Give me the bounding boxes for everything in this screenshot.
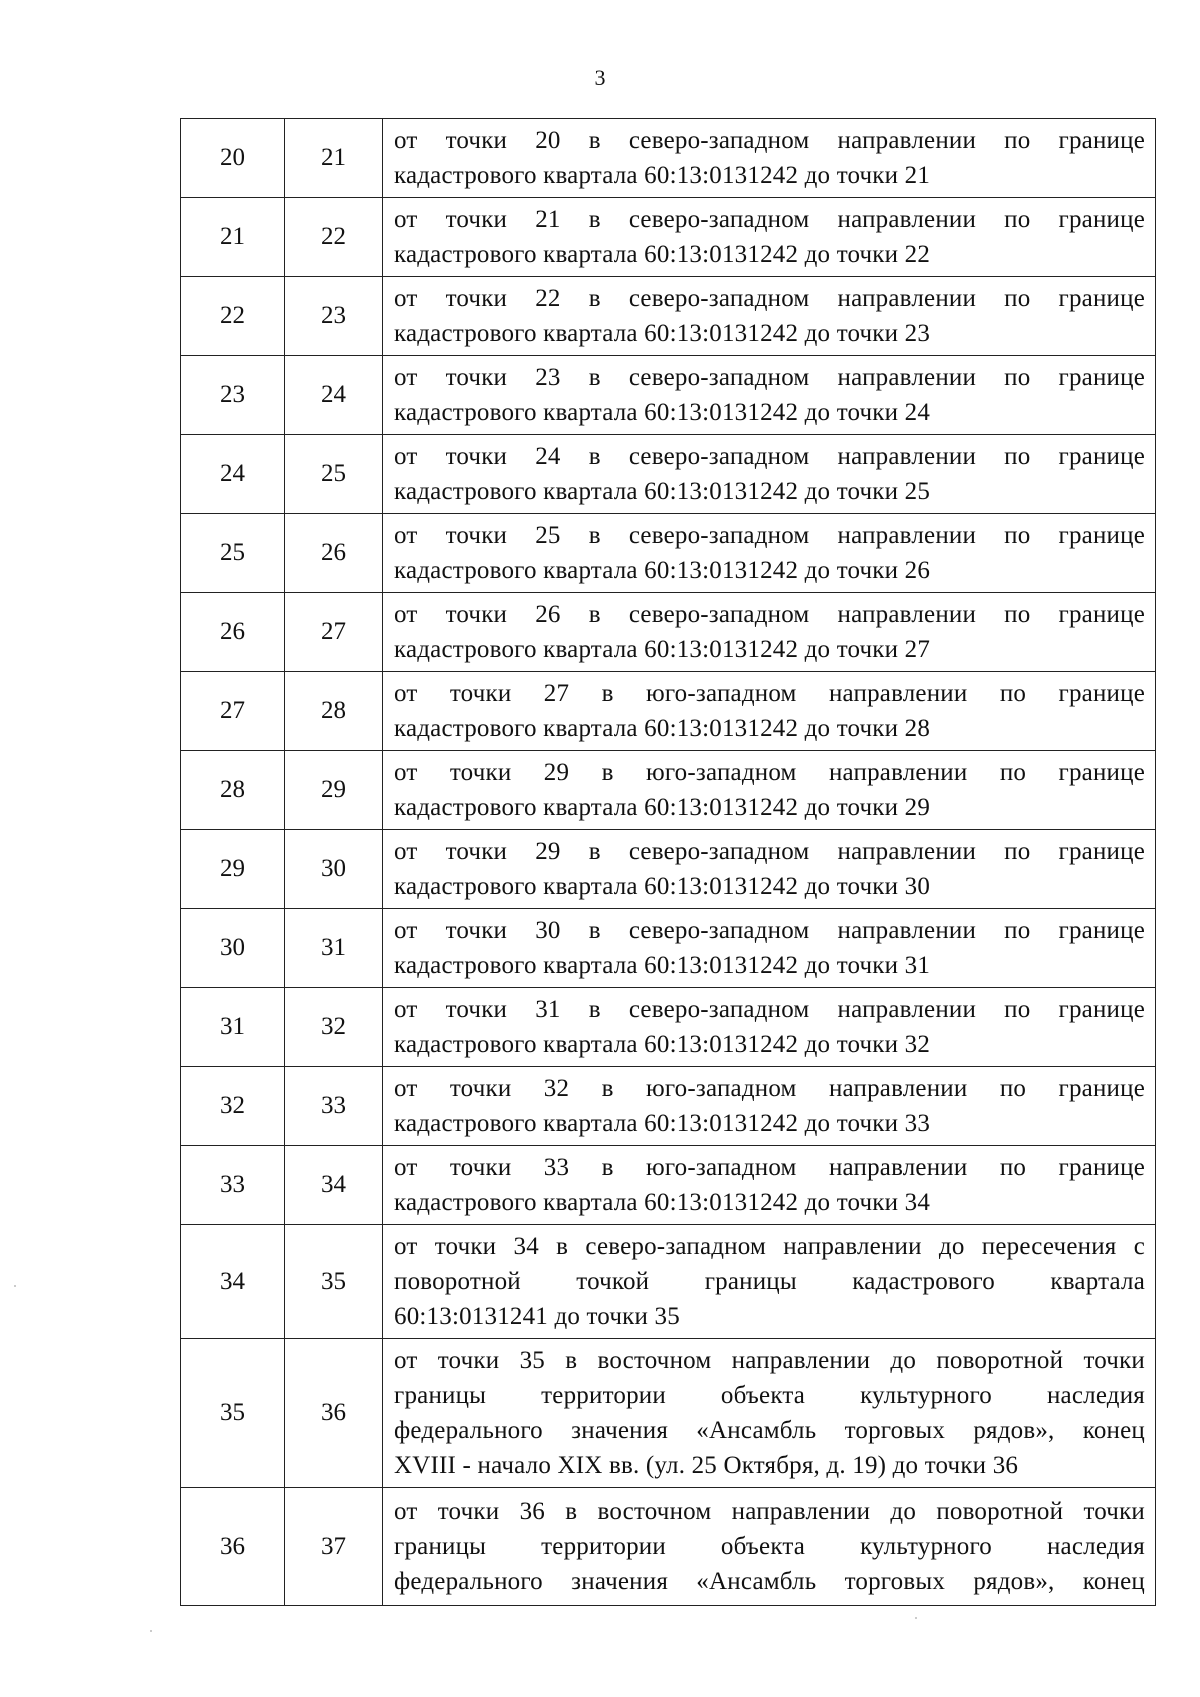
boundary-description-cell [383, 356, 1156, 435]
scan-speck [915, 1617, 917, 1619]
point-from-cell: 31 [181, 988, 285, 1067]
boundary-description-cell [383, 672, 1156, 751]
table-row [181, 988, 1156, 1067]
description-line: кадастрового квартала 60:13:0131242 до точки 32 [394, 1031, 931, 1058]
boundary-description-cell [383, 593, 1156, 672]
description-line: кадастрового квартала 60:13:0131242 до точки 21 [394, 162, 931, 189]
description-line: 60:13:0131241 до точки 35 [394, 1303, 680, 1330]
description-line: кадастрового квартала 60:13:0131242 до точки 31 [394, 952, 931, 979]
point-to-cell: 27 [285, 593, 383, 672]
boundary-description-cell [383, 1067, 1156, 1146]
point-to-cell: 24 [285, 356, 383, 435]
description-line: от точки 31 в северо-западном направлении по границе [394, 996, 1145, 1023]
point-from-cell: 36 [181, 1488, 285, 1606]
boundary-description-cell [383, 198, 1156, 277]
point-to-cell: 29 [285, 751, 383, 830]
point-to-cell: 34 [285, 1146, 383, 1225]
point-to-cell: 28 [285, 672, 383, 751]
point-from-cell: 35 [181, 1339, 285, 1488]
table-row [181, 356, 1156, 435]
description-line: от точки 34 в северо-западном направлении до пересечения с [394, 1233, 1145, 1260]
description-line: от точки 22 в северо-западном направлении по границе [394, 285, 1145, 312]
boundary-description-cell [383, 514, 1156, 593]
description-line: от точки 36 в восточном направлении до поворотной точки [394, 1498, 1145, 1525]
table-body [181, 119, 1156, 1606]
description-line: от точки 23 в северо-западном направлении по границе [394, 364, 1145, 391]
description-line: от точки 33 в юго-западном направлении по границе [394, 1154, 1145, 1181]
boundary-description-cell [383, 909, 1156, 988]
point-to-cell: 26 [285, 514, 383, 593]
table-row [181, 198, 1156, 277]
point-from-cell: 24 [181, 435, 285, 514]
table-row [181, 277, 1156, 356]
description-line: кадастрового квартала 60:13:0131242 до точки 26 [394, 557, 931, 584]
boundary-description-cell [383, 1339, 1156, 1488]
point-to-cell: 22 [285, 198, 383, 277]
point-to-cell: 32 [285, 988, 383, 1067]
description-line: от точки 20 в северо-западном направлении по границе [394, 127, 1145, 154]
table-row [181, 1488, 1156, 1606]
description-line: XVIII - начало XIX вв. (ул. 25 Октября, д. 19) до точки 36 [394, 1452, 1019, 1479]
scan-speck [14, 1285, 16, 1287]
table-row [181, 672, 1156, 751]
point-from-cell: 23 [181, 356, 285, 435]
boundary-description-cell [383, 1488, 1156, 1606]
point-from-cell: 21 [181, 198, 285, 277]
description-line: от точки 24 в северо-западном направлении по границе [394, 443, 1145, 470]
scan-speck [150, 1630, 152, 1632]
point-to-cell: 37 [285, 1488, 383, 1606]
table-row [181, 751, 1156, 830]
page-number: 3 [594, 65, 606, 90]
point-to-cell: 31 [285, 909, 383, 988]
table-row [181, 1339, 1156, 1488]
description-line: кадастрового квартала 60:13:0131242 до точки 29 [394, 794, 931, 821]
description-line: кадастрового квартала 60:13:0131242 до точки 25 [394, 478, 931, 505]
table-row [181, 514, 1156, 593]
table-row [181, 1146, 1156, 1225]
description-line: кадастрового квартала 60:13:0131242 до точки 33 [394, 1110, 931, 1137]
description-line: от точки 26 в северо-западном направлении по границе [394, 601, 1145, 628]
boundary-description-cell [383, 277, 1156, 356]
point-from-cell: 33 [181, 1146, 285, 1225]
boundary-description-cell [383, 988, 1156, 1067]
point-from-cell: 22 [181, 277, 285, 356]
description-line: от точки 25 в северо-западном направлении по границе [394, 522, 1145, 549]
boundary-description-cell [383, 119, 1156, 198]
point-to-cell: 25 [285, 435, 383, 514]
table-row [181, 830, 1156, 909]
boundary-points-table [180, 118, 1156, 1606]
table-row [181, 435, 1156, 514]
point-to-cell: 36 [285, 1339, 383, 1488]
point-from-cell: 26 [181, 593, 285, 672]
description-line: кадастрового квартала 60:13:0131242 до точки 34 [394, 1189, 931, 1216]
boundary-description-cell [383, 435, 1156, 514]
table-row [181, 1067, 1156, 1146]
description-line: от точки 35 в восточном направлении до поворотной точки [394, 1347, 1145, 1374]
point-from-cell: 28 [181, 751, 285, 830]
description-line: от точки 29 в юго-западном направлении по границе [394, 759, 1145, 786]
description-line: от точки 21 в северо-западном направлении по границе [394, 206, 1145, 233]
description-line: кадастрового квартала 60:13:0131242 до точки 27 [394, 636, 931, 663]
point-to-cell: 23 [285, 277, 383, 356]
point-from-cell: 30 [181, 909, 285, 988]
description-line: федерального значения «Ансамбль торговых рядов», конец [394, 1568, 1145, 1595]
boundary-description-cell [383, 1225, 1156, 1339]
description-line: кадастрового квартала 60:13:0131242 до точки 22 [394, 241, 931, 268]
point-to-cell: 21 [285, 119, 383, 198]
description-line: кадастрового квартала 60:13:0131242 до точки 24 [394, 399, 931, 426]
description-line: от точки 32 в юго-западном направлении по границе [394, 1075, 1145, 1102]
description-line: от точки 30 в северо-западном направлении по границе [394, 917, 1145, 944]
point-from-cell: 29 [181, 830, 285, 909]
boundary-description-cell [383, 830, 1156, 909]
point-from-cell: 25 [181, 514, 285, 593]
description-line: кадастрового квартала 60:13:0131242 до точки 23 [394, 320, 931, 347]
description-line: границы территории объекта культурного наследия [394, 1382, 1145, 1409]
table-row [181, 119, 1156, 198]
description-line: от точки 27 в юго-западном направлении по границе [394, 680, 1145, 707]
boundary-description-cell [383, 1146, 1156, 1225]
description-line: поворотной точкой границы кадастрового квартала [394, 1268, 1145, 1295]
point-to-cell: 30 [285, 830, 383, 909]
point-from-cell: 34 [181, 1225, 285, 1339]
table-row [181, 593, 1156, 672]
table-row [181, 909, 1156, 988]
table-row [181, 1225, 1156, 1339]
description-line: от точки 29 в северо-западном направлении по границе [394, 838, 1145, 865]
point-from-cell: 27 [181, 672, 285, 751]
point-to-cell: 35 [285, 1225, 383, 1339]
point-from-cell: 20 [181, 119, 285, 198]
description-line: границы территории объекта культурного наследия [394, 1533, 1145, 1560]
point-to-cell: 33 [285, 1067, 383, 1146]
description-line: федерального значения «Ансамбль торговых рядов», конец [394, 1417, 1145, 1444]
boundary-description-cell [383, 751, 1156, 830]
point-from-cell: 32 [181, 1067, 285, 1146]
description-line: кадастрового квартала 60:13:0131242 до точки 28 [394, 715, 931, 742]
description-line: кадастрового квартала 60:13:0131242 до точки 30 [394, 873, 931, 900]
